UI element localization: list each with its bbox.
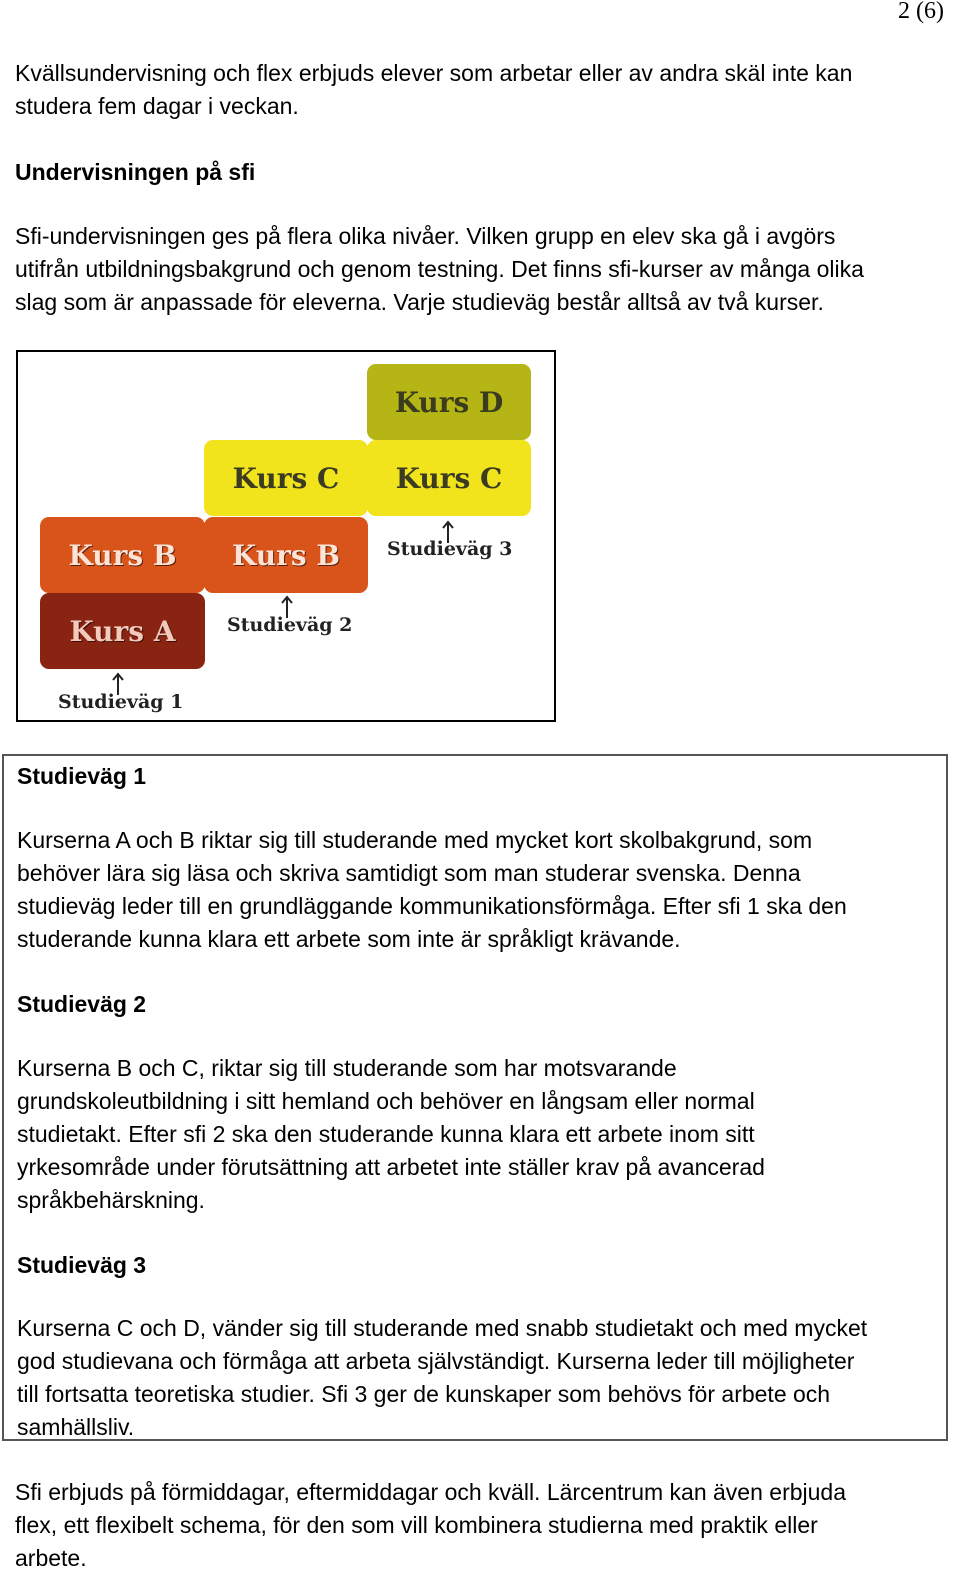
text-line: språkbehärskning.: [17, 1187, 205, 1213]
text-line: till fortsatta teoretiska studier. Sfi 3 ger de kunskaper som behövs för arbete och: [17, 1381, 831, 1407]
studievag-info-box: [2, 754, 948, 1441]
text-line: Sfi-undervisningen ges på flera olika nivåer. Vilken grupp en elev ska gå i avgörs: [15, 223, 836, 249]
text-line: studera fem dagar i veckan.: [15, 93, 299, 119]
text-line: Kvällsundervisning och flex erbjuds elever som arbetar eller av andra skäl inte kan: [15, 60, 853, 86]
text-line: studieväg leder till en grundläggande kommunikationsförmåga. Efter sfi 1 ska den: [17, 893, 847, 919]
studievag-2-paragraph: [17, 1052, 765, 1217]
studievag-1-label: Studieväg 1: [58, 691, 184, 713]
text-line: studietakt. Efter sfi 2 ska den studerande kunna klara ett arbete inom sitt: [17, 1121, 755, 1147]
text-line: utifrån utbildningsbakgrund och genom testning. Det finns sfi-kurser av många olika: [15, 256, 864, 282]
studievag-1-heading: Studieväg 1: [17, 763, 147, 789]
text-line: studerande kunna klara ett arbete som inte är språkligt krävande.: [17, 926, 681, 952]
studievag-3-heading: Studieväg 3: [17, 1252, 147, 1278]
studievag-diagram: [16, 350, 556, 722]
text-line: Kurserna C och D, vänder sig till studerande med snabb studietakt och med mycket: [17, 1315, 868, 1341]
studievag-2-label: Studieväg 2: [227, 614, 353, 636]
kurs-b-block-studievag-1: Kurs B: [40, 517, 205, 593]
studievag-2-heading: Studieväg 2: [17, 991, 147, 1017]
text-line: Kurserna B och C, riktar sig till studerande som har motsvarande: [17, 1055, 677, 1081]
intro-paragraph-1: [15, 57, 852, 123]
text-line: grundskoleutbildning i sitt hemland och behöver en långsam eller normal: [17, 1088, 755, 1114]
kurs-c-block-studievag-2: Kurs C: [204, 440, 368, 516]
text-line: Kurserna A och B riktar sig till studerande med mycket kort skolbakgrund, som: [17, 827, 813, 853]
kurs-b-block-studievag-2: Kurs B: [204, 517, 368, 593]
text-line: god studievana och förmåga att arbeta självständigt. Kurserna leder till möjligheter: [17, 1348, 855, 1374]
text-line: behöver lära sig läsa och skriva samtidigt som man studerar svenska. Denna: [17, 860, 801, 886]
text-line: Sfi erbjuds på förmiddagar, eftermiddagar och kväll. Lärcentrum kan även erbjuda: [15, 1479, 847, 1505]
text-line: arbete.: [15, 1545, 87, 1571]
kurs-a-block: Kurs A: [40, 593, 205, 669]
kurs-c-block-studievag-3: Kurs C: [367, 440, 531, 516]
page-number: 2 (6): [898, 0, 944, 24]
section-heading: Undervisningen på sfi: [15, 159, 256, 185]
outro-paragraph: [15, 1476, 846, 1575]
text-line: flex, ett flexibelt schema, för den som vill kombinera studierna med praktik eller: [15, 1512, 818, 1538]
intro-paragraph-2: [15, 220, 864, 319]
text-line: yrkesområde under förutsättning att arbetet inte ställer krav på avancerad: [17, 1154, 765, 1180]
studievag-3-paragraph: [17, 1312, 867, 1444]
text-line: slag som är anpassade för eleverna. Varje studieväg består alltså av två kurser.: [15, 289, 824, 315]
studievag-1-paragraph: [17, 824, 847, 956]
studievag-3-label: Studieväg 3: [387, 538, 513, 560]
text-line: samhällsliv.: [17, 1414, 135, 1440]
kurs-d-block: Kurs D: [367, 364, 531, 440]
